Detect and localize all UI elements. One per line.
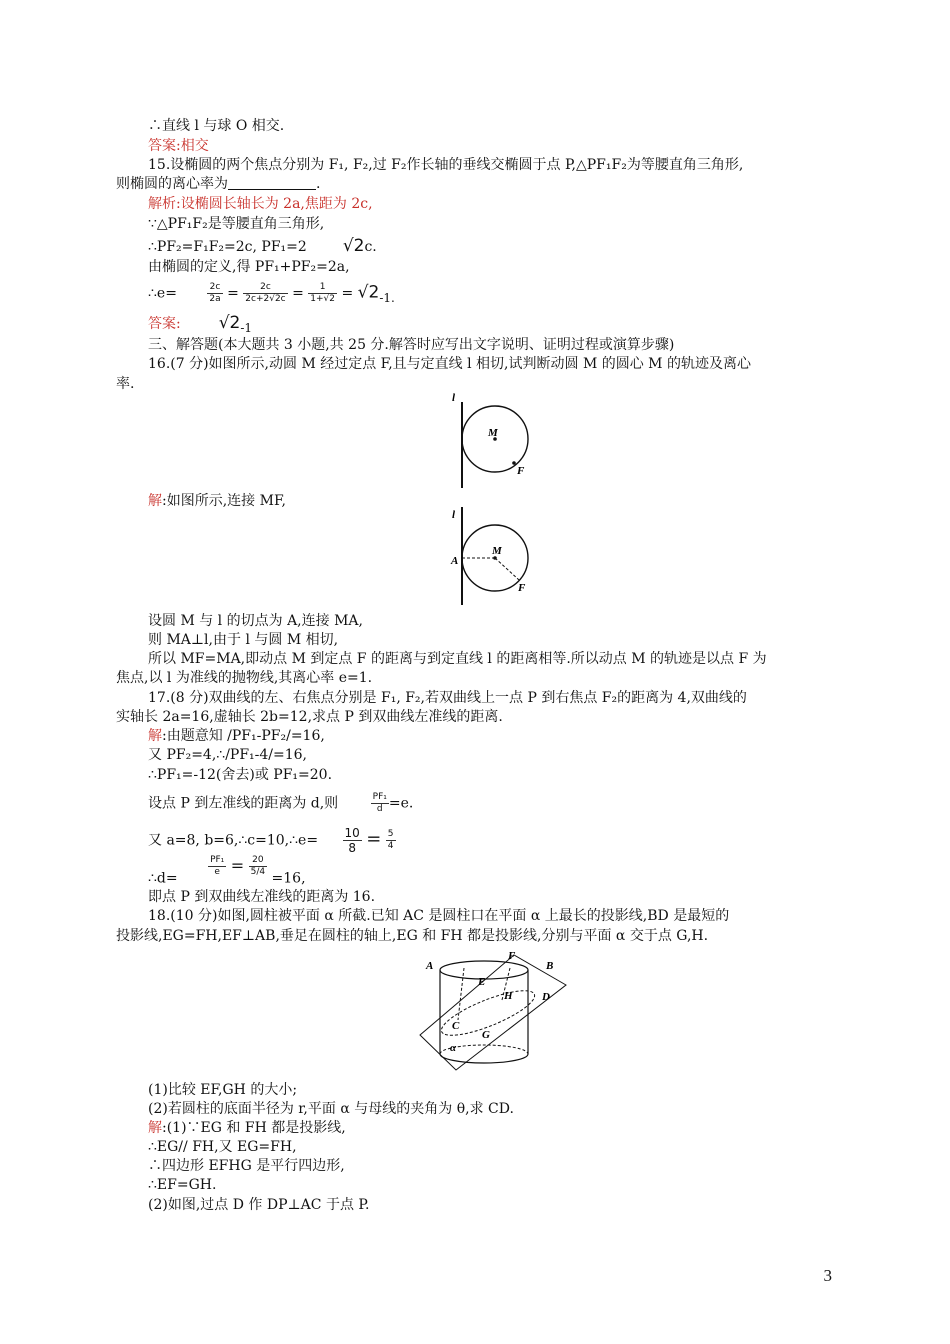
fraction: $\frac{1}{1+√2}$	[310, 282, 336, 304]
text-line: ∴PF₁=-12(舍去)或 PF₁=20.	[148, 767, 333, 783]
label-c: C	[452, 1020, 460, 1032]
label-f: F	[508, 950, 516, 962]
fraction: $\frac{20}{5/4}$	[250, 855, 266, 877]
fraction: $\frac{5}{4}$	[387, 829, 394, 851]
text-line: 又 a=8, b=6,∴c=10,∴e= $\frac{10}{8}$ = $\frac{5}{4}$	[148, 826, 394, 855]
text-line: ∴PF₂=F₁F₂=2c, PF₁=2 √2c.	[148, 236, 377, 256]
text-line: ∴四边形 EFHG 是平行四边形,	[148, 1158, 345, 1174]
analysis-line: 解析:设椭圆长轴长为 2a,焦距为 2c,	[148, 196, 373, 212]
text-line: 由椭圆的定义,得 PF₁+PF₂=2a,	[148, 259, 350, 275]
text-line: (2)若圆柱的底面半径为 r,平面 α 与母线的夹角为 θ,求 CD.	[148, 1101, 514, 1117]
label-d: D	[542, 991, 550, 1003]
label-f: F	[518, 582, 526, 594]
text-line: (1)比较 EF,GH 的大小;	[148, 1082, 298, 1098]
answer-line: 答案:相交	[148, 138, 209, 154]
fraction: $\frac{\text{PF₁}}{d}$	[372, 792, 387, 814]
text-line: ∵△PF₁F₂是等腰直角三角形,	[148, 216, 325, 232]
text-line: ∴直线 l 与球 O 相交.	[148, 118, 285, 134]
figure-circle-tangent	[440, 388, 540, 488]
problem-16-cont: 率.	[116, 376, 135, 392]
text-line: ∴EF=GH.	[148, 1177, 217, 1193]
label-m: M	[488, 427, 498, 439]
solution-16: 解:如图所示,连接 MF,	[148, 493, 286, 509]
label-l: l	[452, 392, 456, 404]
text-line: 即点 P 到双曲线左准线的距离为 16.	[148, 889, 376, 905]
text-line: 则 MA⊥l,由于 l 与圆 M 相切,	[148, 632, 339, 648]
problem-17-cont: 实轴长 2a=16,虚轴长 2b=12,求点 P 到双曲线左准线的距离.	[116, 709, 503, 725]
text-line: 设点 P 到左准线的距离为 d,则 $\frac{\text{PF₁}}{d}$ =e.	[148, 792, 414, 814]
text-line: ∴d= $\frac{\text{PF₁}}{e}$ = $\frac{20}{5/4}$ =16,	[148, 855, 306, 887]
fraction: $\frac{\text{PF₁}}{e}$	[210, 855, 225, 877]
label-a: A	[451, 555, 459, 567]
problem-18: 18.(10 分)如图,圆柱被平面 α 所截.已知 AC 是圆柱口在平面 α 上最长的投影线,BD 是最短的	[148, 908, 730, 924]
answer-line: 答案: √2-1	[148, 313, 253, 335]
text-line: 焦点,以 l 为准线的抛物线,其离心率 e=1.	[116, 670, 373, 686]
page-number: 3	[823, 1266, 832, 1285]
label-alpha: α	[450, 1042, 457, 1054]
problem-16: 16.(7 分)如图所示,动圆 M 经过定点 F,且与定直线 l 相切,试判断动圆 M 的圆心 M 的轨迹及离心	[148, 356, 751, 372]
text-line: 又 PF₂=4,∴/PF₁-4/=16,	[148, 747, 308, 763]
label-e: E	[478, 976, 486, 988]
label-h: H	[504, 990, 513, 1002]
answer-blank	[228, 177, 316, 190]
label-a: A	[426, 960, 434, 972]
problem-18-cont: 投影线,EG=FH,EF⊥AB,垂足在圆柱的轴上,EG 和 FH 都是投影线,分别与平面 α 交于点 G,H.	[116, 928, 709, 944]
problem-17: 17.(8 分)双曲线的左、右焦点分别是 F₁, F₂,若双曲线上一点 P 到右焦点 F₂的距离为 4,双曲线的	[148, 690, 747, 706]
fraction: $\frac{2c}{2c+2√2c}$	[245, 282, 286, 304]
label-b: B	[546, 960, 554, 972]
segment-mf	[495, 558, 519, 580]
figure-circle-radius	[440, 505, 540, 605]
text-line: 所以 MF=MA,即动点 M 到定点 F 的距离与到定直线 l 的距离相等.所以动点 M 的轨迹是以点 F 为	[148, 651, 767, 667]
problem-15-cont: 则椭圆的离心率为 .	[116, 176, 321, 192]
fraction: $\frac{10}{8}$	[344, 826, 360, 855]
text-line: ∴EG// FH,又 EG=FH,	[148, 1139, 297, 1155]
label-l: l	[452, 509, 456, 521]
point-f	[512, 461, 516, 465]
fraction: $\frac{2c}{2a}$	[209, 282, 221, 304]
problem-15: 15.设椭圆的两个焦点分别为 F₁, F₂,过 F₂作长轴的垂线交椭圆于点 P,△PF₁F₂为等腰直角三角形,	[148, 157, 744, 173]
solution-18: 解:(1)∵EG 和 FH 都是投影线,	[148, 1120, 346, 1136]
solution-17: 解:由题意知 /PF₁-PF₂/=16,	[148, 728, 325, 744]
text-line: 设圆 M 与 l 的切点为 A,连接 MA,	[148, 613, 363, 629]
label-m: M	[492, 545, 502, 557]
eccentricity-eq: ∴e= $\frac{2c}{2a}$ = $\frac{2c}{2c+2√2c}$ = $\frac{1}{1+√2}$ = √2-1.	[148, 282, 395, 305]
bottom-front	[440, 1054, 528, 1063]
text-line: (2)如图,过点 D 作 DP⊥AC 于点 P.	[148, 1197, 370, 1213]
label-g: G	[482, 1029, 490, 1041]
section-heading: 三、解答题(本大题共 3 小题,共 25 分.解答时应写出文字说明、证明过程或演算步骤)	[148, 337, 675, 353]
figure-cylinder-plane	[418, 950, 568, 1075]
label-f: F	[517, 465, 525, 477]
